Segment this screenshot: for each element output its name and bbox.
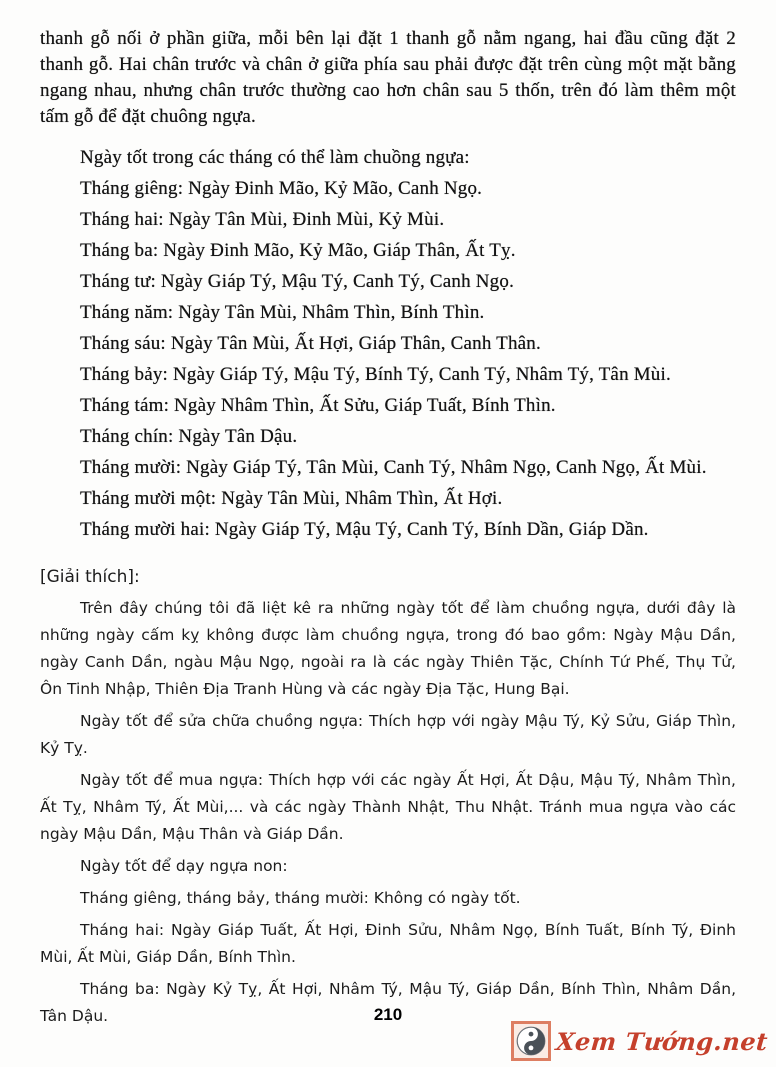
- explanation-paragraph-7: Tháng ba: Ngày Kỷ Tỵ, Ất Hợi, Nhâm Tý, Mậu Tý, Giáp Dần, Bính Thìn, Nhâm Dần, Tân Dậu.: [40, 980, 736, 1025]
- month-line-5: Tháng năm: Ngày Tân Mùi, Nhâm Thìn, Bính Thìn.: [80, 302, 485, 323]
- page-number: 210: [373, 1005, 403, 1024]
- watermark-text: Xem Tướng.net: [554, 1026, 770, 1056]
- month-line-2: Tháng hai: Ngày Tân Mùi, Đinh Mùi, Kỷ Mùi.: [80, 209, 445, 230]
- good-days-list: [40, 142, 736, 545]
- explanation-paragraph-3: Ngày tốt để mua ngựa: Thích hợp với các ngày Ất Hợi, Ất Dậu, Mậu Tý, Nhâm Thìn, Ất Tỵ, Nhâm Tý, Ất Mùi,... và các ngày Thành Nhật, Thu Nhật. Tránh mua ngựa vào các ngày Mậu Dần, Mậu Thân và Giáp Dần.: [40, 771, 736, 843]
- intro-paragraph: thanh gỗ nối ở phần giữa, mỗi bên lại đặt 1 thanh gỗ nằm ngang, hai đầu cũng đặt 2 thanh gỗ. Hai chân trước và chân ở giữa phía sau phải được đặt trên cùng một mặt bằng ngang nhau, nhưng chân trước thường cao hơn chân sau 5 thốn, trên đó làm thêm một tấm gỗ để đặt chuông ngựa.: [40, 28, 736, 127]
- month-line-1: Tháng giêng: Ngày Đinh Mão, Kỷ Mão, Canh Ngọ.: [80, 178, 483, 199]
- month-line-9: Tháng chín: Ngày Tân Dậu.: [80, 426, 298, 447]
- month-line-10: Tháng mười: Ngày Giáp Tý, Tân Mùi, Canh Tý, Nhâm Ngọ, Canh Ngọ, Ất Mùi.: [80, 457, 707, 478]
- month-line-3: Tháng ba: Ngày Đinh Mão, Kỷ Mão, Giáp Thân, Ất Tỵ.: [80, 240, 516, 261]
- good-days-list-header: Ngày tốt trong các tháng có thể làm chuồng ngựa:: [80, 147, 470, 168]
- explanation-paragraph-4: Ngày tốt để dạy ngựa non:: [80, 857, 288, 875]
- watermark: [511, 1021, 768, 1061]
- explanation-label: [Giải thích]:: [40, 567, 140, 587]
- month-line-6: Tháng sáu: Ngày Tân Mùi, Ất Hợi, Giáp Thân, Canh Thân.: [80, 333, 541, 354]
- month-line-8: Tháng tám: Ngày Nhâm Thìn, Ất Sửu, Giáp Tuất, Bính Thìn.: [80, 395, 556, 416]
- month-line-12: Tháng mười hai: Ngày Giáp Tý, Mậu Tý, Canh Tý, Bính Dần, Giáp Dần.: [80, 519, 649, 540]
- yinyang-icon: [511, 1021, 551, 1061]
- explanation-paragraph-1: Trên đây chúng tôi đã liệt kê ra những ngày tốt để làm chuồng ngựa, dưới đây là những ngày cấm kỵ không được làm chuồng ngựa, trong đó bao gồm: Ngày Mậu Dần, ngày Canh Dần, ngàu Mậu Ngọ, ngoài ra là các ngày Thiên Tặc, Chính Tứ Phế, Thụ Tử, Ôn Tinh Nhập, Thiên Địa Tranh Hùng và các ngày Địa Tặc, Hung Bại.: [40, 599, 736, 698]
- explanation-paragraph-5: Tháng giêng, tháng bảy, tháng mười: Không có ngày tốt.: [80, 889, 521, 907]
- month-line-7: Tháng bảy: Ngày Giáp Tý, Mậu Tý, Bính Tý, Canh Tý, Nhâm Tý, Tân Mùi.: [80, 364, 671, 385]
- explanation-paragraph-2: Ngày tốt để sửa chữa chuồng ngựa: Thích hợp với ngày Mậu Tý, Kỷ Sửu, Giáp Thìn, Kỷ Tỵ.: [40, 712, 736, 757]
- month-line-4: Tháng tư: Ngày Giáp Tý, Mậu Tý, Canh Tý, Canh Ngọ.: [80, 271, 515, 292]
- explanation-section: [40, 595, 736, 1030]
- explanation-paragraph-6: Tháng hai: Ngày Giáp Tuất, Ất Hợi, Đinh Sửu, Nhâm Ngọ, Bính Tuất, Bính Tý, Đinh Mùi, Ất Mùi, Giáp Dần, Bính Thìn.: [40, 921, 736, 966]
- month-line-11: Tháng mười một: Ngày Tân Mùi, Nhâm Thìn, Ất Hợi.: [80, 488, 503, 509]
